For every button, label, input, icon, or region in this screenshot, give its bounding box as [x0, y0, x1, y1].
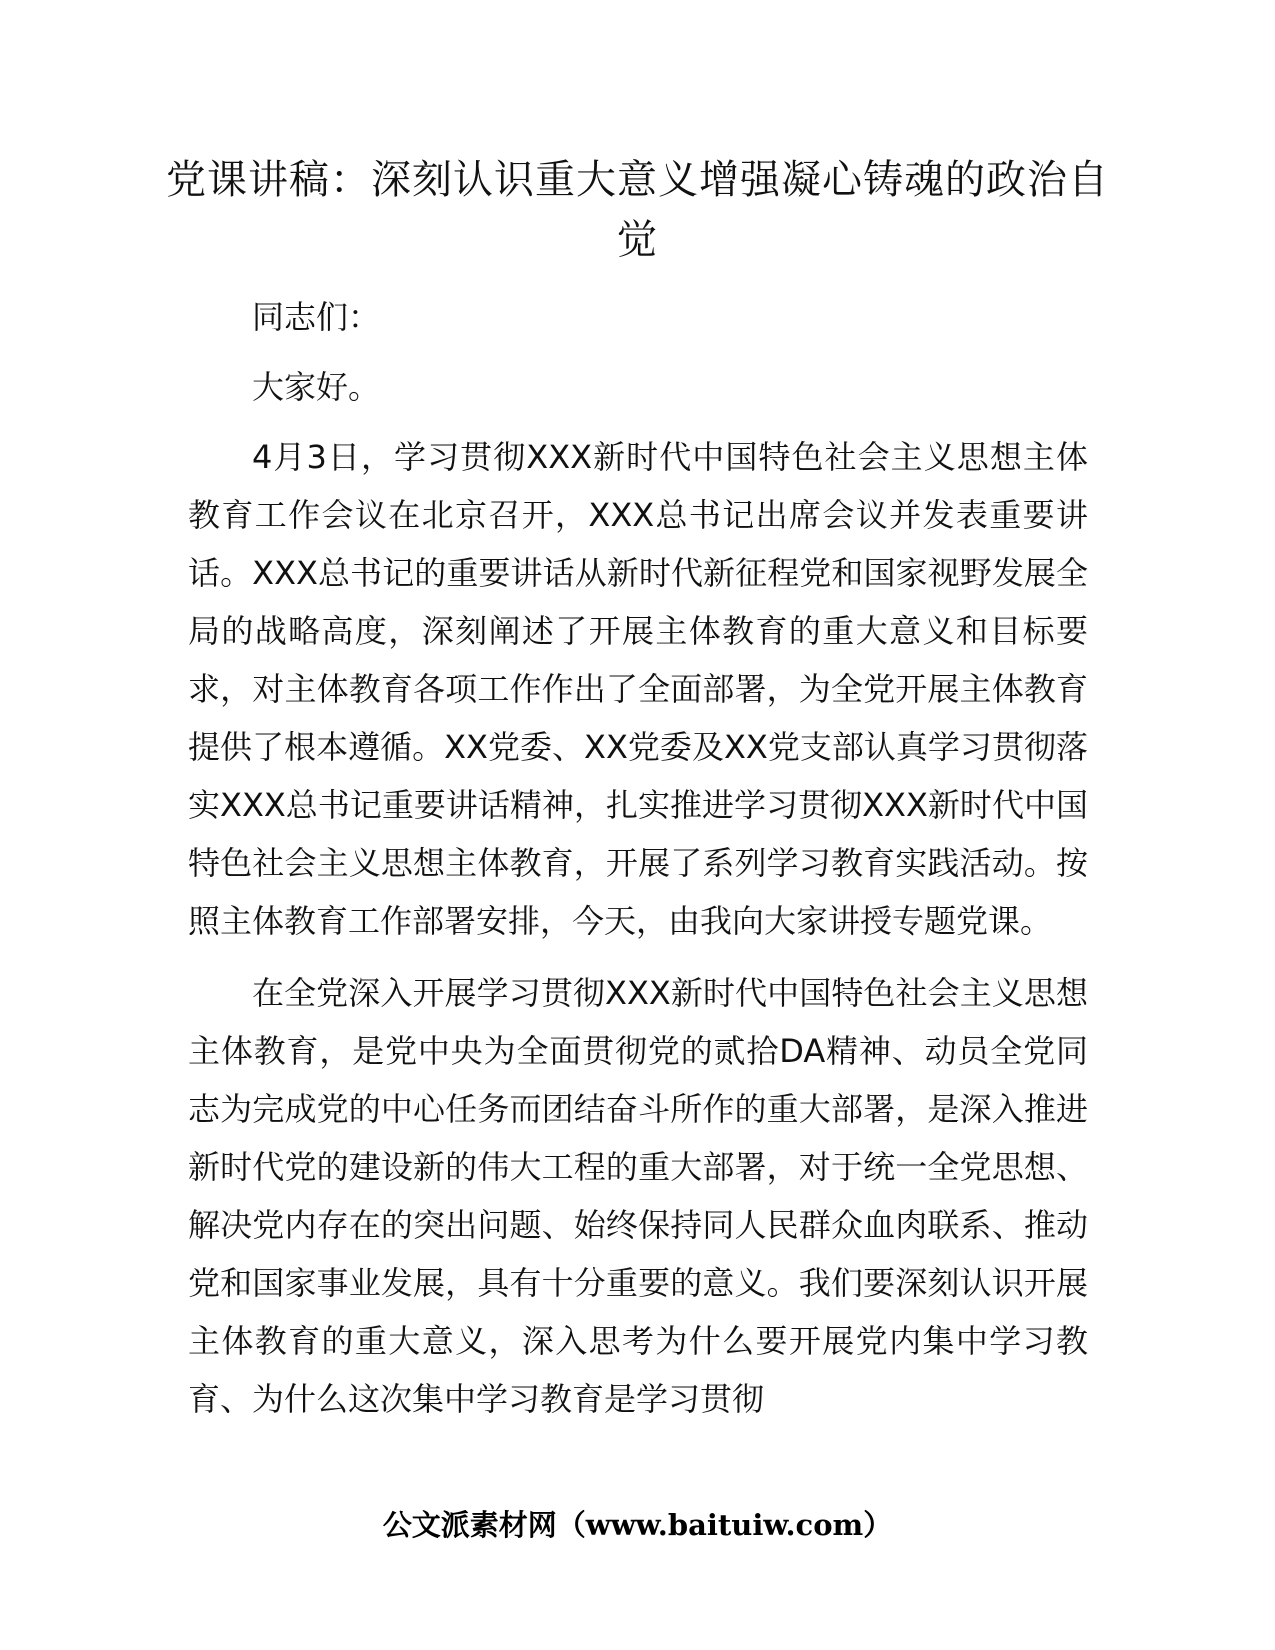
page-title: 党课讲稿：深刻认识重大意义增强凝心铸魂的政治自觉: [166, 157, 1109, 263]
footer-source-note: 公文派素材网（www.baituiw.com）: [382, 1508, 893, 1542]
body-paragraph: 4月3日，学习贯彻XXX新时代中国特色社会主义思想主体教育工作会议在北京召开，XXX总书记出席会议并发表重要讲话。XXX总书记的重要讲话从新时代新征程党和国家视野发展全局的战略高度，深刻阐述了开展主体教育的重大意义和目标要求，对主体教育各项工作作出了全面部署，为全党开展主体教育提供了根本遵循。XX党委、XX党委及XX党支部认真学习贯彻落实XXX总书记重要讲话精神，扎实推进学习贯彻XXX新时代中国特色社会主义思想主体教育，开展了系列学习教育实践活动。按照主体教育工作部署安排，今天，由我向大家讲授专题党课。: [188, 438, 1088, 940]
body-paragraph: 在全党深入开展学习贯彻XXX新时代中国特色社会主义思想主体教育，是党中央为全面贯彻党的贰拾DA精神、动员全党同志为完成党的中心任务而团结奋斗所作的重大部署，是深入推进新时代党的建设新的伟大工程的重大部署，对于统一全党思想、解决党内存在的突出问题、始终保持同人民群众血肉联系、推动党和国家事业发展，具有十分重要的意义。我们要深刻认识开展主体教育的重大意义，深入思考为什么要开展党内集中学习教育、为什么这次集中学习教育是学习贯彻: [188, 974, 1088, 1418]
greeting: 大家好。: [252, 368, 381, 406]
salutation: 同志们：: [252, 298, 381, 336]
document-body: [188, 288, 1088, 1428]
